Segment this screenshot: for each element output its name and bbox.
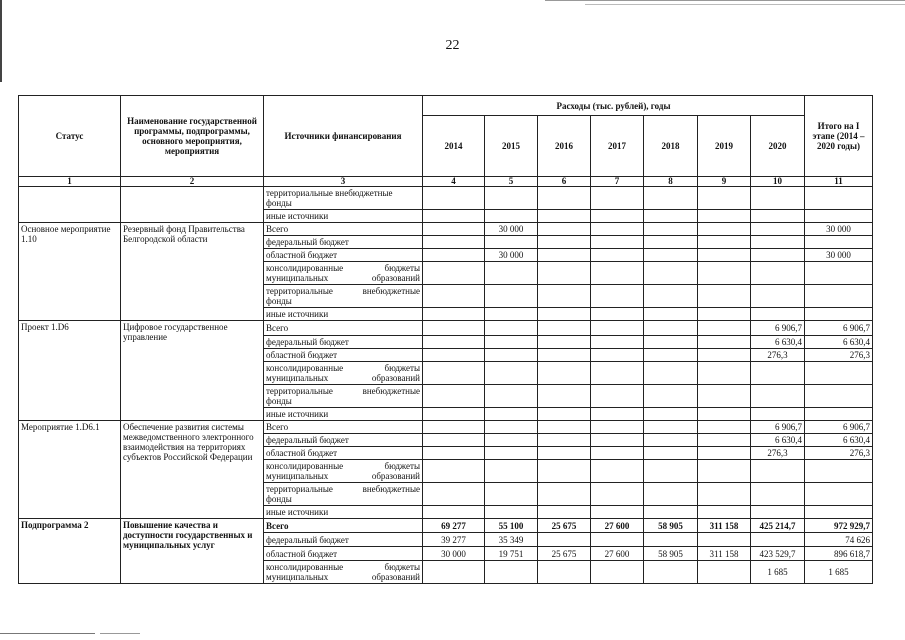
row-name: Обеспечение развития системы межведомственного электронного взаимодействия на территориях субъектов Российской Федерации bbox=[121, 421, 264, 519]
header-source: Источники финансирования bbox=[264, 96, 423, 177]
value-cell: 30 000 bbox=[485, 223, 538, 236]
column-number: 2 bbox=[121, 177, 264, 187]
value-cell: 276,3 bbox=[805, 447, 873, 460]
source-label: территориальные внебюджетные фонды bbox=[264, 483, 423, 506]
value-cell: 55 100 bbox=[485, 519, 538, 533]
column-number: 11 bbox=[805, 177, 873, 187]
value-cell: 425 214,7 bbox=[751, 519, 805, 533]
header-year: 2018 bbox=[644, 116, 698, 177]
header-year: 2020 bbox=[751, 116, 805, 177]
value-cell: 39 277 bbox=[423, 533, 485, 547]
scan-artifact-line bbox=[545, 0, 905, 1]
value-cell: 311 158 bbox=[698, 547, 751, 561]
value-cell: 74 626 bbox=[805, 533, 873, 547]
column-number: 10 bbox=[751, 177, 805, 187]
value-cell: 30 000 bbox=[805, 249, 873, 262]
source-label: Всего bbox=[264, 519, 423, 533]
header-year: 2019 bbox=[698, 116, 751, 177]
value-cell: 6 630,4 bbox=[805, 434, 873, 447]
value-cell: 972 929,7 bbox=[805, 519, 873, 533]
source-label: консолидированные бюджеты муниципальных образований bbox=[264, 460, 423, 483]
table-row bbox=[19, 321, 873, 336]
value-cell: 1 685 bbox=[751, 561, 805, 584]
value-cell: 6 630,4 bbox=[751, 336, 805, 349]
column-number: 5 bbox=[485, 177, 538, 187]
row-name bbox=[121, 187, 264, 223]
value-cell: 276,3 bbox=[805, 349, 873, 362]
value-cell: 25 675 bbox=[538, 519, 591, 533]
header-year: 2016 bbox=[538, 116, 591, 177]
value-cell: 6 630,4 bbox=[805, 336, 873, 349]
source-label: Всего bbox=[264, 321, 423, 336]
value-cell: 19 751 bbox=[485, 547, 538, 561]
source-label: иные источники bbox=[264, 308, 423, 321]
table-row bbox=[19, 421, 873, 434]
value-cell: 58 905 bbox=[644, 519, 698, 533]
column-number: 1 bbox=[19, 177, 121, 187]
source-label: федеральный бюджет bbox=[264, 533, 423, 547]
source-label: консолидированные бюджеты муниципальных образований bbox=[264, 262, 423, 285]
value-cell: 27 600 bbox=[591, 519, 644, 533]
column-number: 4 bbox=[423, 177, 485, 187]
value-cell: 6 630,4 bbox=[751, 434, 805, 447]
row-name: Резервный фонд Правительства Белгородской области bbox=[121, 223, 264, 321]
source-label: областной бюджет bbox=[264, 249, 423, 262]
value-cell: 6 906,7 bbox=[805, 421, 873, 434]
value-cell: 27 600 bbox=[591, 547, 644, 561]
source-label: областной бюджет bbox=[264, 349, 423, 362]
source-label: территориальные внебюджетные фонды bbox=[264, 385, 423, 408]
source-label: иные источники bbox=[264, 408, 423, 421]
source-label: территориальные внебюджетные фонды bbox=[264, 285, 423, 308]
source-label: областной бюджет bbox=[264, 447, 423, 460]
value-cell: 30 000 bbox=[805, 223, 873, 236]
value-cell: 30 000 bbox=[485, 249, 538, 262]
source-label: Всего bbox=[264, 421, 423, 434]
table-row bbox=[19, 187, 873, 210]
source-label: федеральный бюджет bbox=[264, 236, 423, 249]
value-cell: 276,3 bbox=[751, 349, 805, 362]
header-year: 2017 bbox=[591, 116, 644, 177]
value-cell: 30 000 bbox=[423, 547, 485, 561]
row-status: Проект 1.D6 bbox=[19, 321, 121, 421]
page-number: 22 bbox=[445, 38, 460, 53]
row-status bbox=[19, 187, 121, 223]
header-year: 2014 bbox=[423, 116, 485, 177]
column-number: 9 bbox=[698, 177, 751, 187]
budget-table bbox=[18, 95, 873, 584]
source-label: федеральный бюджет bbox=[264, 336, 423, 349]
value-cell: 896 618,7 bbox=[805, 547, 873, 561]
row-status: Мероприятие 1.D6.1 bbox=[19, 421, 121, 519]
header-year: 2015 bbox=[485, 116, 538, 177]
value-cell: 35 349 bbox=[485, 533, 538, 547]
value-cell: 25 675 bbox=[538, 547, 591, 561]
source-label: иные источники bbox=[264, 210, 423, 223]
row-name: Цифровое государственное управление bbox=[121, 321, 264, 421]
column-number: 6 bbox=[538, 177, 591, 187]
row-status: Основное мероприятие 1.10 bbox=[19, 223, 121, 321]
source-label: консолидированные бюджеты муниципальных образований bbox=[264, 561, 423, 584]
value-cell: 276,3 bbox=[751, 447, 805, 460]
value-cell: 1 685 bbox=[805, 561, 873, 584]
scan-artifact-line bbox=[0, 633, 95, 634]
scan-artifact-line bbox=[585, 4, 905, 5]
header-total: Итого на I этапе (2014 – 2020 годы) bbox=[805, 96, 873, 177]
header-status: Статус bbox=[19, 96, 121, 177]
value-cell: 6 906,7 bbox=[751, 321, 805, 336]
column-number: 8 bbox=[644, 177, 698, 187]
source-label: иные источники bbox=[264, 506, 423, 519]
source-label: консолидированные бюджеты муниципальных образований bbox=[264, 362, 423, 385]
table-row bbox=[19, 223, 873, 236]
column-number-row bbox=[19, 177, 873, 187]
table-row bbox=[19, 519, 873, 533]
scan-artifact-line bbox=[100, 633, 140, 634]
header-name: Наименование государственной программы, подпрограммы, основного мероприятия, мероприятия bbox=[121, 96, 264, 177]
value-cell: 423 529,7 bbox=[751, 547, 805, 561]
value-cell: 311 158 bbox=[698, 519, 751, 533]
value-cell: 6 906,7 bbox=[751, 421, 805, 434]
source-label: территориальные внебюджетные фонды bbox=[264, 187, 423, 210]
row-status: Подпрограмма 2 bbox=[19, 519, 121, 584]
value-cell: 58 905 bbox=[644, 547, 698, 561]
column-number: 3 bbox=[264, 177, 423, 187]
value-cell: 6 906,7 bbox=[805, 321, 873, 336]
row-name: Повышение качества и доступности государственных и муниципальных услуг bbox=[121, 519, 264, 584]
column-number: 7 bbox=[591, 177, 644, 187]
source-label: областной бюджет bbox=[264, 547, 423, 561]
source-label: федеральный бюджет bbox=[264, 434, 423, 447]
header-expenses: Расходы (тыс. рублей), годы bbox=[423, 96, 805, 116]
source-label: Всего bbox=[264, 223, 423, 236]
table-header bbox=[19, 96, 873, 177]
value-cell: 69 277 bbox=[423, 519, 485, 533]
